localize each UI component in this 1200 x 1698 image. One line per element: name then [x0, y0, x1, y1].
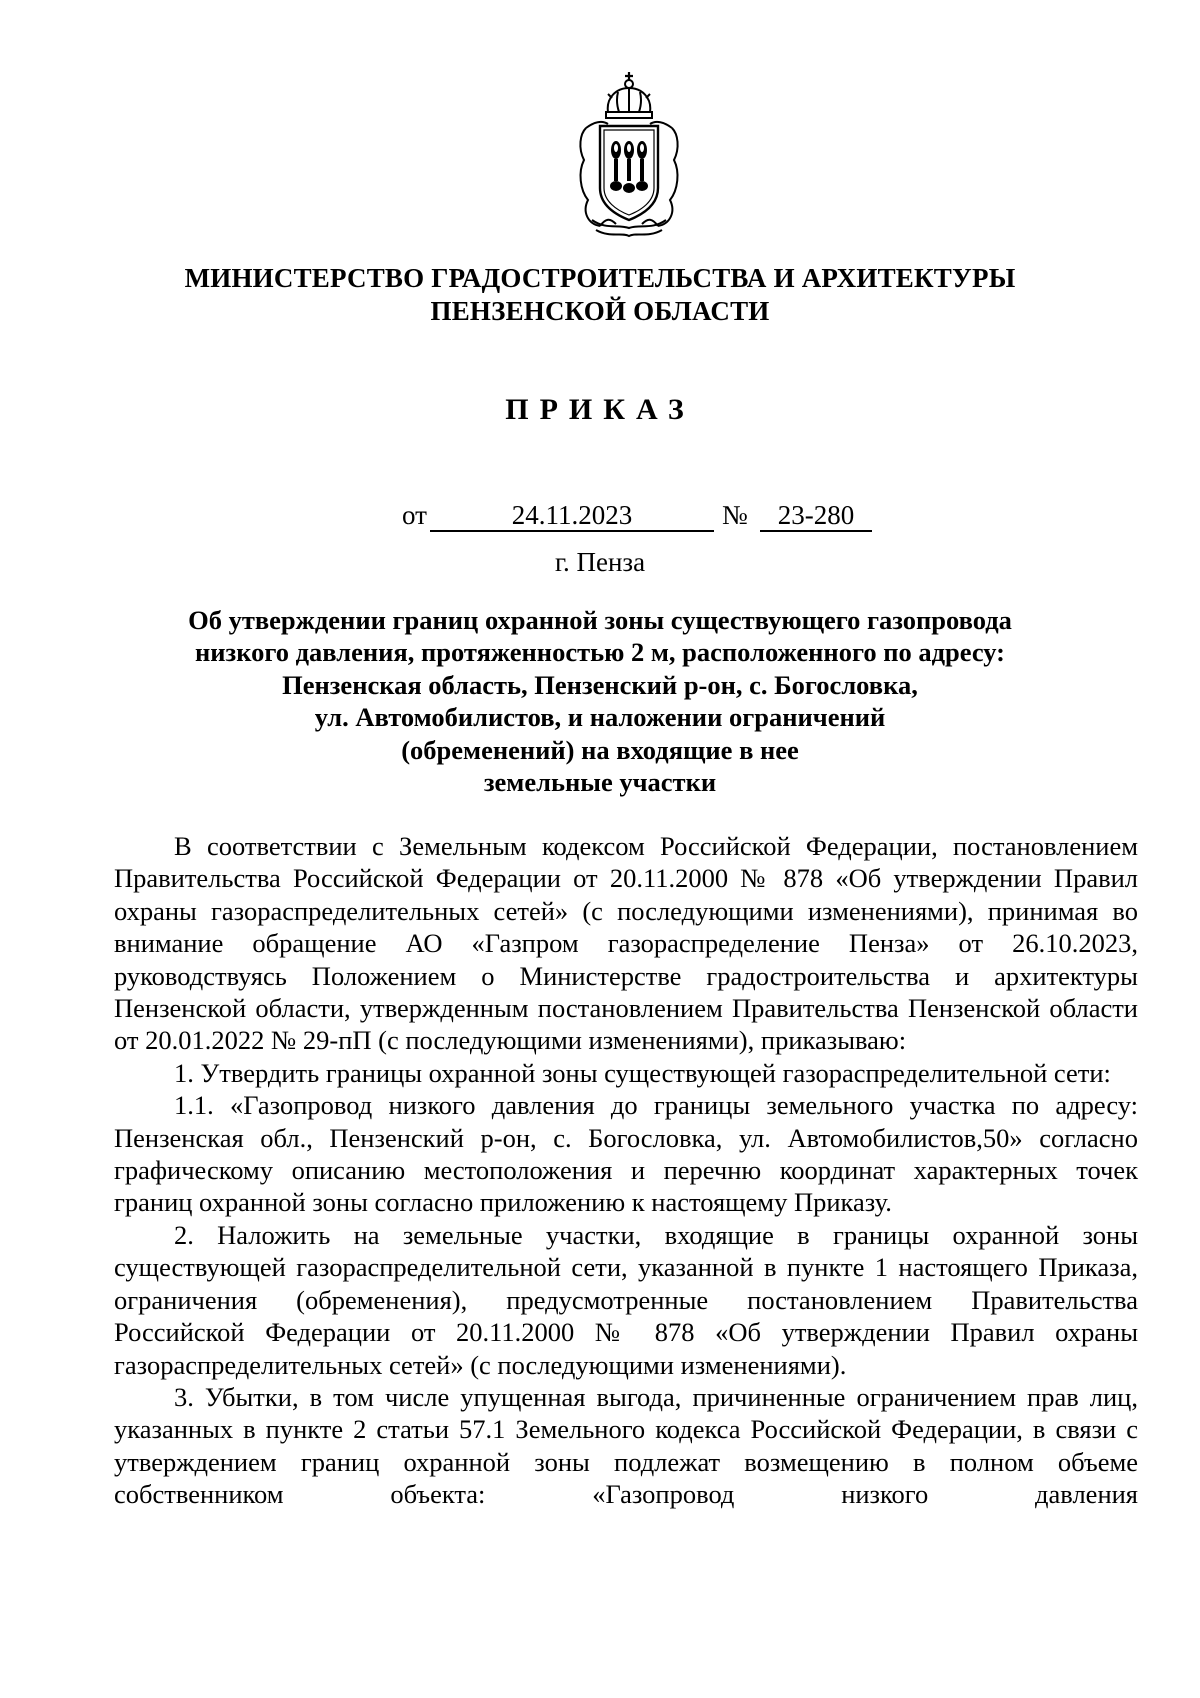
- subject-line: Об утверждении границ охранной зоны существующего газопровода: [188, 605, 1012, 635]
- item-1-1-paragraph: 1.1. «Газопровод низкого давления до границы земельного участка по адресу: Пензенская обл., Пензенский р-он, с. Богословка, ул. Автомобилистов,50» согласно графическому описанию местоположения и перечню координат характерных точек границ охранной зоны согласно приложению к настоящему Приказу.: [114, 1090, 1138, 1218]
- date-prefix: от: [402, 500, 427, 530]
- order-body: [114, 830, 1138, 1511]
- ministry-line-2: ПЕНЗЕНСКОЙ ОБЛАСТИ: [430, 296, 770, 326]
- item-1-paragraph: 1. Утвердить границы охранной зоны существующей газораспределительной сети:: [174, 1057, 1111, 1088]
- order-subject: [100, 604, 1100, 798]
- ministry-name: [100, 262, 1100, 328]
- preamble-paragraph: В соответствии с Земельным кодексом Российской Федерации, постановлением Правительства Российской Федерации от 20.11.2000 № 878 «Об утверждении Правил охраны газораспределительных сетей» (с последующими изменениями), принимая во внимание обращение АО «Газпром газораспределение Пенза» от 26.10.2023, руководствуясь Положением о Министерстве градостроительства и архитектуры Пензенской области, утвержденным постановлением Правительства Пензенской области от 20.01.2022 № 29-пП (с последующими изменениями), приказываю:: [114, 831, 1138, 1056]
- subject-line: ул. Автомобилистов, и наложении ограничений: [314, 702, 886, 733]
- subject-line: земельные участки: [483, 767, 717, 798]
- item-3-paragraph: 3. Убытки, в том числе упущенная выгода, причиненные ограничением прав лиц, указанных в пункте 2 статьи 57.1 Земельного кодекса Российской Федерации, в связи с утверждением границ охранной зоны подлежат возмещению в полном объеме собственником объекта: «Газопровод низкого давления: [114, 1381, 1138, 1510]
- subject-line: низкого давления, протяженностью 2 м, расположенного по адресу:: [195, 637, 1005, 668]
- order-title: ПРИКАЗ: [505, 393, 695, 426]
- number-prefix: №: [722, 500, 748, 530]
- item-2-paragraph: 2. Наложить на земельные участки, входящие в границы охранной зоны существующей газораспределительной сети, указанной в пункте 1 настоящего Приказа, ограничения (обременения), предусмотренные постановлением Правительства Российской Федерации от 20.11.2000 № 878 «Об утверждении Правил охраны газораспределительных сетей» (с последующими изменениями).: [114, 1219, 1138, 1380]
- coat-of-arms-emblem: [572, 68, 686, 238]
- subject-line: (обременений) на входящие в нее: [401, 734, 799, 765]
- order-date: 24.11.2023: [430, 498, 714, 532]
- ministry-line-1: МИНИСТЕРСТВО ГРАДОСТРОИТЕЛЬСТВА И АРХИТЕКТУРЫ: [184, 263, 1016, 293]
- city: г. Пенза: [554, 547, 646, 577]
- order-number: 23-280: [760, 498, 872, 532]
- subject-line: Пензенская область, Пензенский р-он, с. Богословка,: [282, 669, 918, 700]
